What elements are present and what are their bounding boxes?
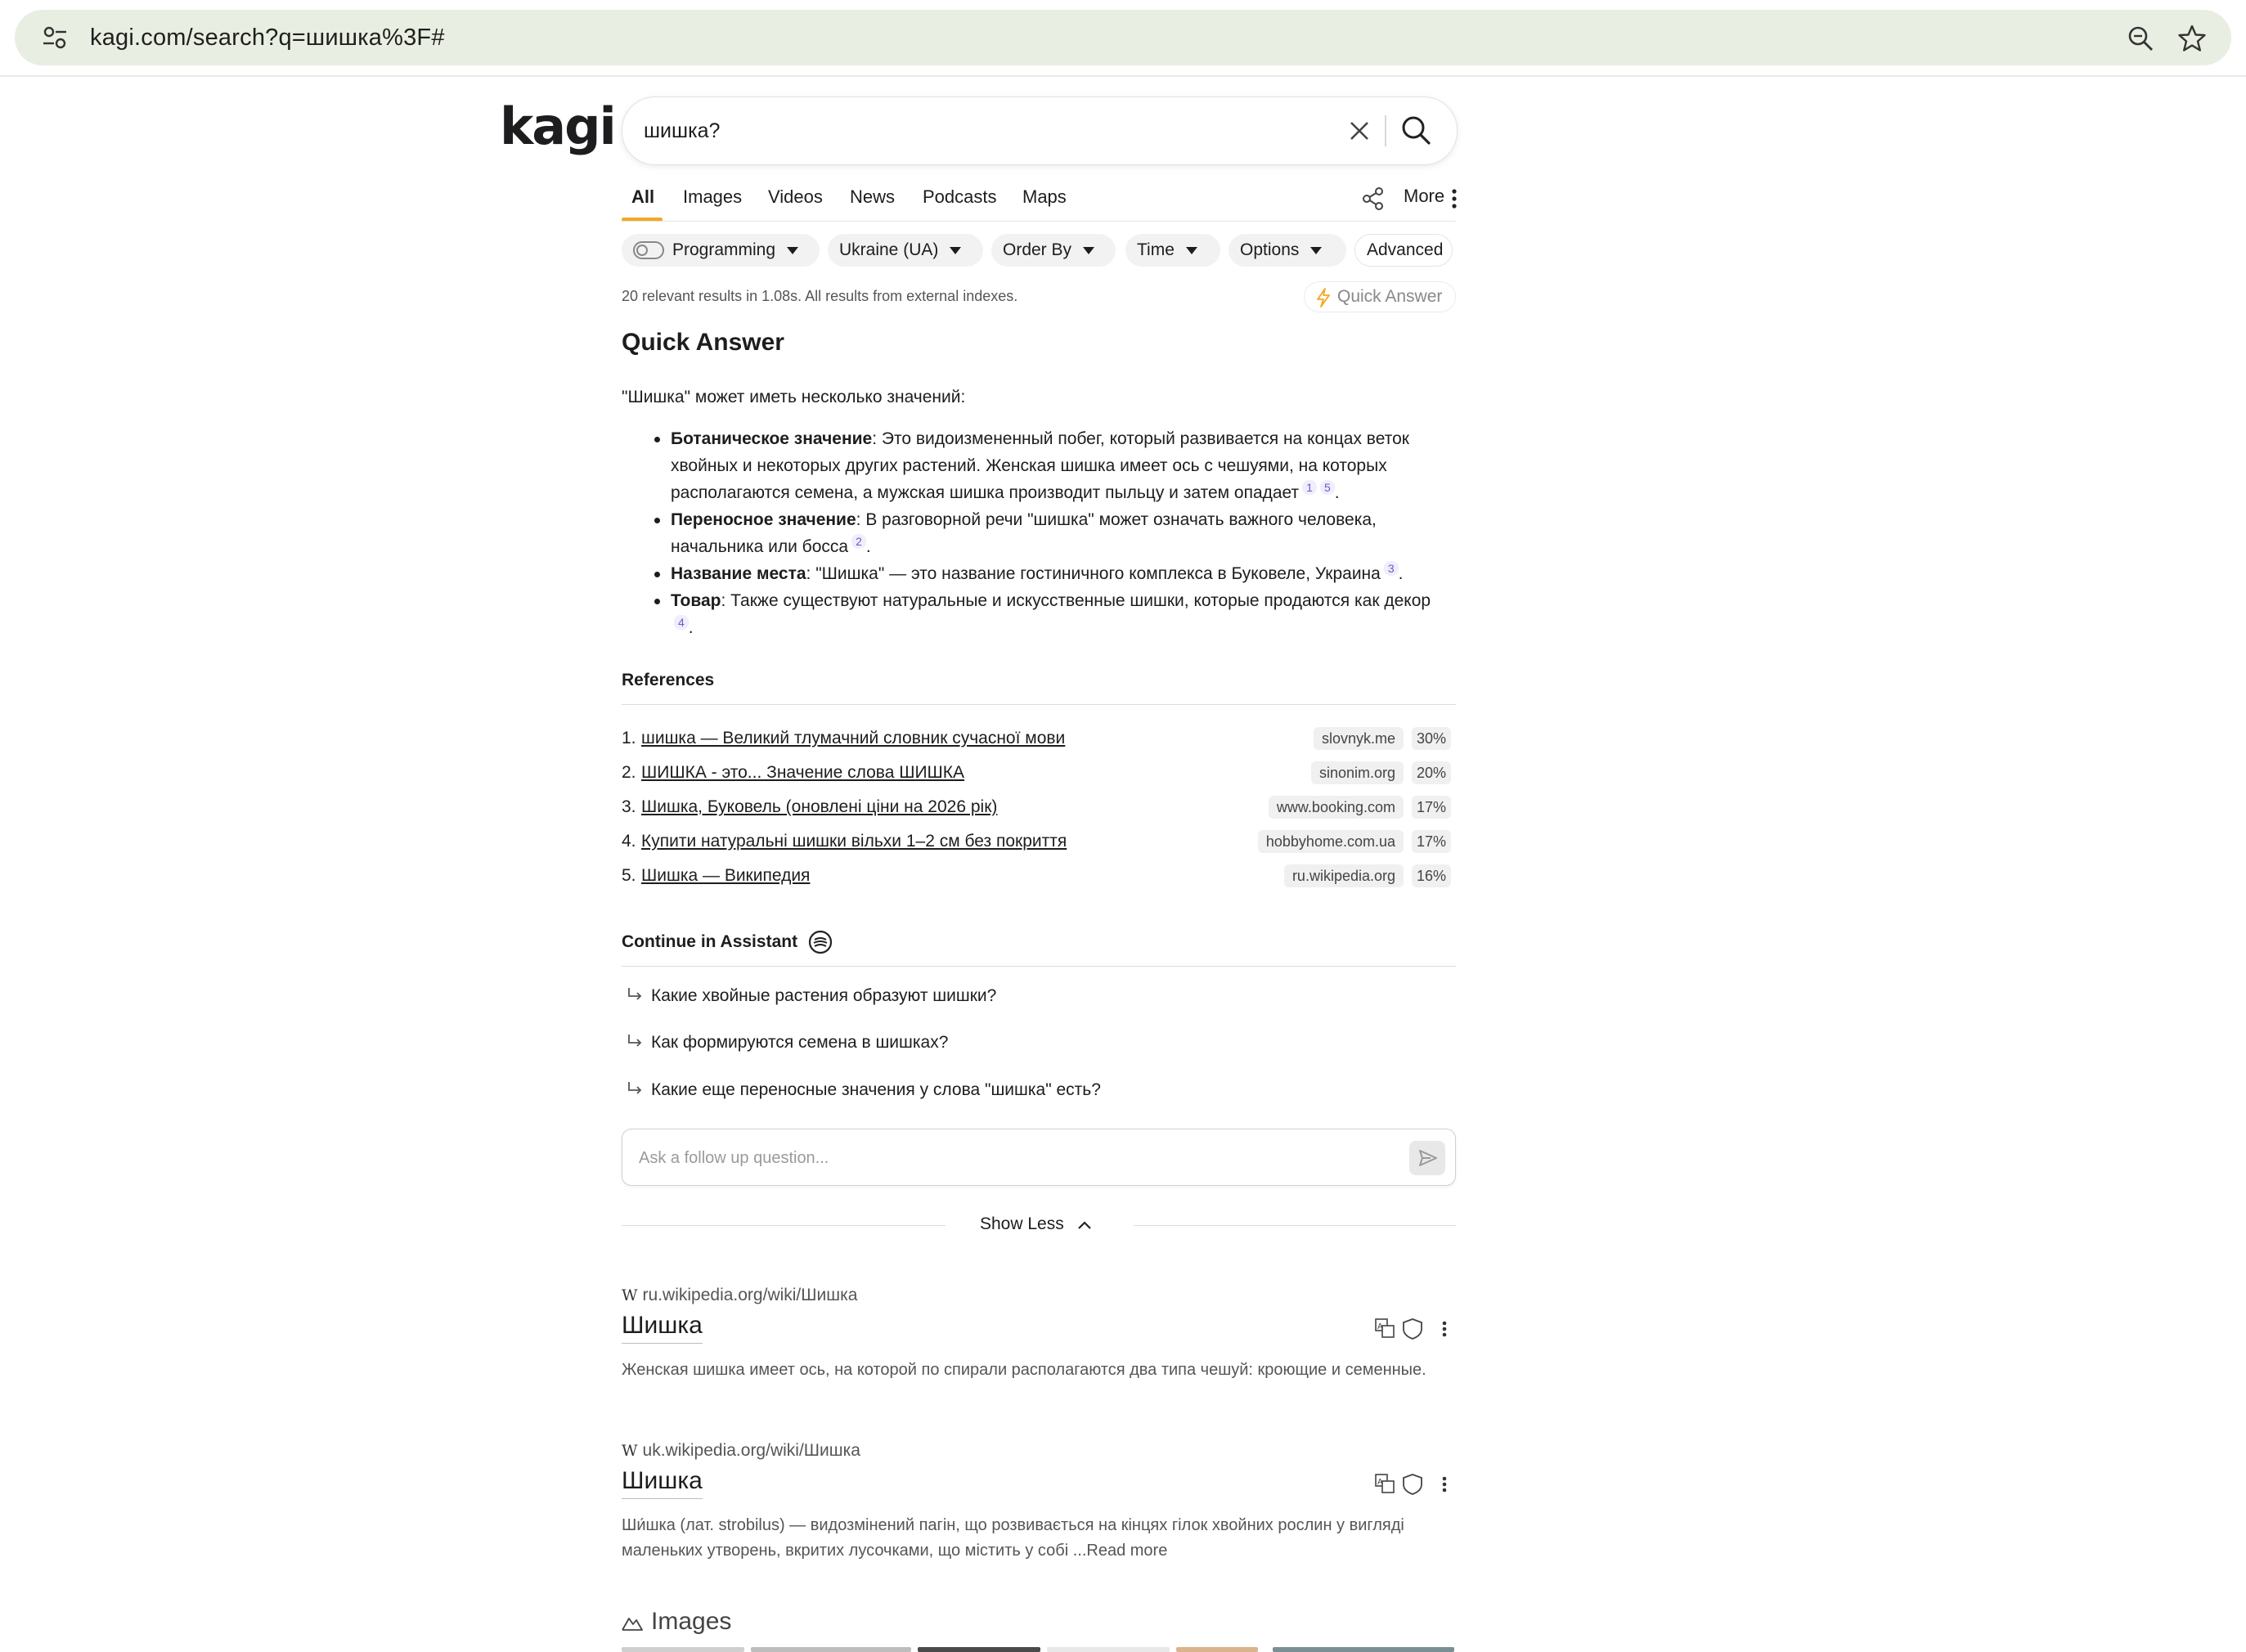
search-divider bbox=[1385, 115, 1386, 146]
tune-icon[interactable] bbox=[43, 26, 67, 49]
reference-link[interactable]: ШИШКА - это... Значение слова ШИШКА bbox=[641, 763, 965, 782]
results-stats: 20 relevant results in 1.08s. All results from external indexes. bbox=[622, 288, 1018, 304]
reference-row bbox=[622, 729, 1456, 755]
result-url[interactable] bbox=[622, 1286, 857, 1305]
reference-link[interactable]: Шишка — Википедия bbox=[641, 866, 811, 885]
citation-badge[interactable]: 1 bbox=[1302, 480, 1317, 495]
image-thumbnail[interactable] bbox=[622, 1647, 744, 1652]
result-actions bbox=[1374, 1317, 1456, 1341]
quick-answer-item: Название места: "Шишка" — это название гостиничного комплекса в Буковеле, Украина 3 . bbox=[622, 560, 1440, 587]
image-thumbnail[interactable] bbox=[918, 1647, 1040, 1652]
reference-link[interactable]: Купити натуральні шишки вільхи 1–2 см без покриття bbox=[641, 832, 1067, 851]
tab-news[interactable]: News bbox=[850, 186, 896, 207]
quick-answer-intro: "Шишка" может иметь несколько значений: bbox=[622, 388, 966, 406]
shield-icon bbox=[1404, 1475, 1422, 1494]
divider-right bbox=[1134, 1225, 1456, 1226]
reference-domain: slovnyk.me bbox=[1314, 727, 1404, 750]
wikipedia-icon: W bbox=[622, 1442, 638, 1460]
reference-row bbox=[622, 797, 1456, 824]
programming-label: Programming bbox=[672, 240, 776, 259]
programming-toggle[interactable] bbox=[633, 241, 664, 259]
reference-percent: 20% bbox=[1412, 761, 1451, 784]
bolt-icon bbox=[1316, 288, 1331, 308]
citation-badge[interactable]: 4 bbox=[674, 615, 689, 630]
kagi-logo[interactable]: kagi bbox=[500, 97, 615, 156]
citation-badge[interactable]: 5 bbox=[1320, 480, 1335, 495]
references-title: References bbox=[622, 671, 715, 689]
reference-row bbox=[622, 763, 1456, 789]
result-url-text: uk.wikipedia.org/wiki/Шишка bbox=[642, 1441, 860, 1460]
shield-icon bbox=[1404, 1319, 1422, 1339]
quick-answer-item: Товар: Также существуют натуральные и искусственные шишки, которые продаются как декор4 . bbox=[622, 587, 1440, 641]
url-text[interactable]: kagi.com/search?q=шишка%3F# bbox=[90, 25, 445, 51]
address-bar[interactable] bbox=[15, 10, 2231, 65]
reply-arrow-icon bbox=[627, 1080, 643, 1097]
suggestion-item[interactable] bbox=[627, 986, 996, 1006]
quick-answer-chip-label: Quick Answer bbox=[1337, 287, 1443, 306]
reference-row bbox=[622, 832, 1456, 858]
clear-icon[interactable] bbox=[1345, 117, 1373, 145]
divider-left bbox=[622, 1225, 946, 1226]
options-label: Options bbox=[1240, 240, 1300, 259]
zoom-out-icon[interactable] bbox=[2127, 25, 2154, 52]
reference-number: 5. bbox=[622, 866, 636, 885]
quick-answer-term: Переносное значение bbox=[671, 510, 856, 529]
more-dots-icon[interactable] bbox=[1451, 188, 1458, 209]
quick-answer-item: Ботаническое значение: Это видоизмененный побег, который развивается на концах веток хвойных и некоторых других растений. Женская шишка имеет ось с чешуями, на которых располагаются семена, а мужская шишка производит пыльцу и затем опадает 1 5 . bbox=[622, 425, 1440, 506]
search-result bbox=[622, 1441, 1456, 1564]
tabs-divider bbox=[622, 221, 1456, 222]
image-thumbnail[interactable] bbox=[1047, 1647, 1170, 1652]
caret-down-icon bbox=[1083, 247, 1094, 254]
svg-text:A: A bbox=[1377, 1322, 1383, 1331]
reference-row bbox=[622, 866, 1456, 892]
caret-down-icon bbox=[950, 247, 961, 254]
svg-text:A: A bbox=[1377, 1478, 1383, 1487]
suggestion-text: Как формируются семена в шишках? bbox=[651, 1033, 949, 1052]
quick-answer-term: Ботаническое значение bbox=[671, 429, 873, 448]
citation-badge[interactable]: 2 bbox=[851, 534, 866, 549]
reference-domain: sinonim.org bbox=[1311, 761, 1404, 784]
reference-number: 3. bbox=[622, 797, 636, 816]
show-less-button[interactable]: Show Less bbox=[980, 1214, 1064, 1233]
reference-domain: ru.wikipedia.org bbox=[1284, 864, 1404, 887]
reply-arrow-icon bbox=[627, 986, 643, 1003]
quick-answer-list bbox=[622, 425, 1440, 641]
quick-answer-text: : "Шишка" — это название гостиничного комплекса в Буковеле, Украина bbox=[806, 564, 1381, 583]
options-filter[interactable] bbox=[1229, 234, 1346, 267]
advanced-button[interactable]: Advanced bbox=[1354, 234, 1453, 267]
suggestion-text: Какие еще переносные значения у слова "шишка" есть? bbox=[651, 1080, 1101, 1099]
programming-filter[interactable] bbox=[622, 234, 820, 267]
more-menu[interactable]: More bbox=[1404, 186, 1445, 206]
toolbar-divider bbox=[0, 75, 2246, 77]
translate-icon bbox=[1376, 1319, 1394, 1337]
suggestion-item[interactable] bbox=[627, 1033, 948, 1053]
share-icon[interactable] bbox=[1361, 186, 1386, 211]
search-input[interactable] bbox=[642, 110, 1332, 151]
reference-percent: 17% bbox=[1412, 796, 1451, 819]
image-thumbnail[interactable] bbox=[1273, 1647, 1454, 1652]
reference-link[interactable]: шишка — Великий тлумачний словник сучасної мови bbox=[641, 729, 1066, 747]
send-icon bbox=[1409, 1141, 1445, 1175]
reference-number: 1. bbox=[622, 729, 636, 747]
reference-percent: 30% bbox=[1412, 727, 1451, 750]
reference-link[interactable]: Шишка, Буковель (оновлені ціни на 2026 рік) bbox=[641, 797, 998, 816]
quick-answer-term: Товар bbox=[671, 591, 721, 610]
quick-answer-term: Название места bbox=[671, 564, 806, 583]
time-filter[interactable] bbox=[1125, 234, 1220, 267]
search-icon[interactable] bbox=[1398, 112, 1434, 148]
quick-answer-text: : В разговорной речи "шишка" может означать важного человека, начальника или босса bbox=[671, 510, 1377, 556]
mountain-image-icon bbox=[622, 1614, 643, 1632]
image-thumbnail[interactable] bbox=[751, 1647, 911, 1652]
assistant-icon[interactable] bbox=[808, 930, 833, 954]
translate-icon bbox=[1376, 1475, 1394, 1493]
image-thumbnail[interactable] bbox=[1176, 1647, 1258, 1652]
reference-number: 4. bbox=[622, 832, 636, 851]
tab-images[interactable]: Images bbox=[683, 186, 743, 207]
reference-number: 2. bbox=[622, 763, 636, 782]
search-box bbox=[622, 97, 1458, 165]
tab-videos[interactable]: Videos bbox=[768, 186, 823, 207]
assistant-title: Continue in Assistant bbox=[622, 932, 798, 951]
result-url-text: ru.wikipedia.org/wiki/Шишка bbox=[642, 1286, 858, 1304]
caret-down-icon bbox=[787, 247, 798, 254]
chevron-up-icon[interactable] bbox=[1076, 1219, 1093, 1232]
more-dots-icon bbox=[1443, 1477, 1447, 1493]
time-label: Time bbox=[1137, 240, 1175, 259]
reference-domain: hobbyhome.com.ua bbox=[1258, 830, 1404, 853]
images-heading[interactable]: Images bbox=[651, 1608, 732, 1635]
order-filter[interactable] bbox=[991, 234, 1116, 267]
more-dots-icon bbox=[1443, 1322, 1447, 1337]
references-divider bbox=[622, 704, 1456, 705]
reference-percent: 17% bbox=[1412, 830, 1451, 853]
quick-answer-chip[interactable] bbox=[1304, 281, 1456, 312]
send-button[interactable] bbox=[1409, 1141, 1445, 1175]
result-snippet: Женская шишка имеет ось, на которой по спирали располагаются два типа чешуй: кроющие и семенные. bbox=[622, 1361, 1426, 1379]
star-icon[interactable] bbox=[2177, 24, 2207, 53]
quick-answer-text: : Также существуют натуральные и искусственные шишки, которые продаются как декор bbox=[721, 591, 1431, 610]
reply-arrow-icon bbox=[627, 1033, 643, 1049]
tab-all[interactable]: All bbox=[631, 186, 655, 207]
suggestion-text: Какие хвойные растения образуют шишки? bbox=[651, 986, 997, 1005]
suggestion-item[interactable] bbox=[627, 1080, 1101, 1100]
wikipedia-icon: W bbox=[622, 1286, 638, 1304]
reference-percent: 16% bbox=[1412, 864, 1451, 887]
tab-maps[interactable]: Maps bbox=[1022, 186, 1067, 207]
region-filter[interactable] bbox=[828, 234, 983, 267]
reference-domain: www.booking.com bbox=[1269, 796, 1404, 819]
caret-down-icon bbox=[1186, 247, 1197, 254]
tab-podcasts[interactable]: Podcasts bbox=[923, 186, 997, 207]
result-title[interactable]: Шишка bbox=[622, 1310, 703, 1344]
follow-up-box bbox=[622, 1129, 1456, 1186]
result-url[interactable] bbox=[622, 1441, 860, 1461]
result-actions bbox=[1374, 1472, 1456, 1497]
result-snippet: Ши́шка (лат. strobilus) — видозмінений пагін, що розвивається на кінцях гілок хвойних рослин у вигляді маленьких утворень, вкритих лусочками, що містить у собі ...Read more bbox=[622, 1516, 1404, 1560]
search-result bbox=[622, 1286, 1456, 1408]
quick-answer-text: : Это видоизмененный побег, который развивается на концах веток хвойных и некоторых других растений. Женская шишка имеет ось с чешуями, на которых располагаются семена, а мужская шишка производит пыльцу и затем опадает bbox=[671, 429, 1409, 502]
region-label: Ukraine (UA) bbox=[839, 240, 939, 259]
caret-down-icon bbox=[1310, 247, 1322, 254]
citation-badge[interactable]: 3 bbox=[1384, 561, 1399, 576]
order-label: Order By bbox=[1003, 240, 1072, 259]
assistant-divider bbox=[622, 966, 1456, 967]
follow-up-input[interactable] bbox=[637, 1144, 1377, 1172]
result-title[interactable]: Шишка bbox=[622, 1466, 703, 1499]
quick-answer-title: Quick Answer bbox=[622, 329, 784, 356]
quick-answer-item: Переносное значение: В разговорной речи "шишка" может означать важного человека, начальника или босса 2 . bbox=[622, 506, 1440, 560]
